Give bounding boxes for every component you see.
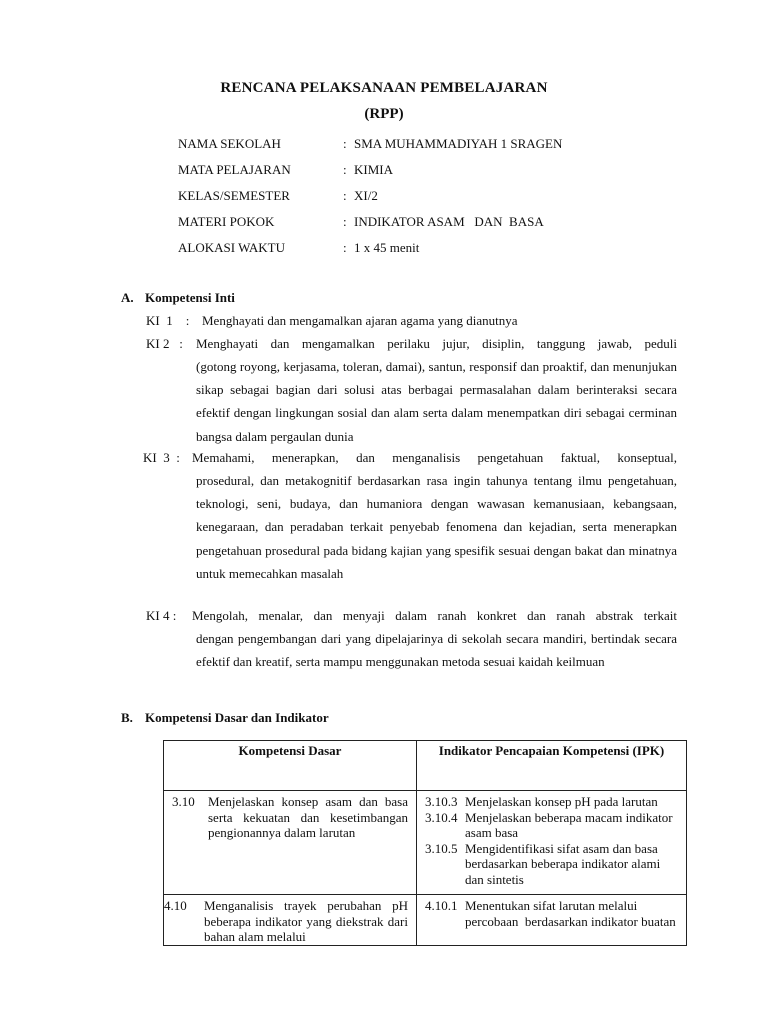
identity-label: MATERI POKOK bbox=[178, 214, 275, 229]
identity-value: XI/2 bbox=[354, 188, 378, 203]
ki2-text bbox=[196, 355, 677, 448]
identity-value: INDIKATOR ASAM DAN BASA bbox=[354, 214, 544, 229]
ki2-paragraph: (gotong royong, kerjasama, toleran, damai), santun, responsif dan proaktif, dan menunjukan sikap sebagai bagian dari solusi atas berbagai permasalahan dalam berinteraksi secara efektif dengan lingkungan sosial dan alam serta dalam menempatkan diri sebagai cerminan bangsa dalam pergaulan dunia bbox=[196, 359, 677, 444]
section-letter: B. bbox=[121, 710, 133, 725]
ipk-number: 3.10.3 bbox=[425, 794, 458, 809]
ki4-paragraph: dengan pengembangan dari yang dipelajarinya di sekolah secara mandiri, bertindak secara efektif dan kreatif, serta mampu menggunakan metoda sesuai kaidah keilmuan bbox=[196, 631, 677, 670]
column-header-kd: Kompetensi Dasar bbox=[164, 741, 417, 791]
kd-text: Menjelaskan konsep asam dan basa serta kekuatan dan kesetimbangan pengionannya dalam larutan bbox=[208, 794, 408, 840]
section-a-heading bbox=[121, 290, 235, 306]
ipk-cell bbox=[417, 895, 687, 946]
ki2-first-line: Menghayati dan mengamalkan perilaku jujur, disiplin, tanggung jawab, peduli bbox=[196, 336, 677, 351]
ipk-item bbox=[417, 794, 686, 810]
section-b-heading bbox=[121, 710, 329, 726]
identity-value: SMA MUHAMMADIYAH 1 SRAGEN bbox=[354, 136, 563, 151]
ipk-number: 3.10.4 bbox=[425, 809, 458, 825]
kd-number: 4.10 bbox=[164, 898, 187, 913]
competency-table bbox=[163, 740, 687, 946]
identity-row bbox=[178, 239, 638, 265]
column-header-ipk: Indikator Pencapaian Kompetensi (IPK) bbox=[417, 741, 687, 791]
identity-separator: : bbox=[343, 188, 347, 203]
identity-separator: : bbox=[343, 214, 347, 229]
ki4-first-line: Mengolah, menalar, dan menyaji dalam ranah konkret dan ranah abstrak terkait bbox=[192, 608, 677, 623]
identity-row bbox=[178, 135, 638, 161]
identity-row bbox=[178, 213, 638, 239]
document-subtitle: (RPP) bbox=[364, 106, 404, 122]
section-letter: A. bbox=[121, 290, 134, 305]
identity-label: KELAS/SEMESTER bbox=[178, 188, 290, 203]
identity-row bbox=[178, 187, 638, 213]
ipk-text: Menentukan sifat larutan melalui percobaan berdasarkan indikator buatan bbox=[465, 898, 676, 929]
ki1-text: Menghayati dan mengamalkan ajaran agama yang dianutnya bbox=[202, 313, 518, 328]
table-row bbox=[164, 895, 687, 946]
identity-value: 1 x 45 menit bbox=[354, 240, 420, 255]
ipk-number: 3.10.5 bbox=[425, 840, 458, 856]
identity-value: KIMIA bbox=[354, 162, 393, 177]
identity-label: NAMA SEKOLAH bbox=[178, 136, 281, 151]
ki3-first-line: Memahami, menerapkan, dan menganalisis pengetahuan faktual, konseptual, bbox=[192, 450, 677, 465]
identity-separator: : bbox=[343, 240, 347, 255]
document-title: RENCANA PELAKSANAAN PEMBELAJARAN bbox=[220, 80, 548, 96]
ki3-paragraph: prosedural, dan metakognitif berdasarkan rasa ingin tahunya tentang ilmu pengetahuan, teknologi, seni, budaya, dan humaniora dengan wawasan kemanusiaan, kebangsaan, kenegaraan, dan peradaban terkait penyebab fenomena dan kejadian, serta menerapkan pengetahuan prosedural pada bidang kajian yang spesifik sesuai dengan bakat dan minatnya untuk memecahkan masalah bbox=[196, 473, 677, 581]
identity-row bbox=[178, 161, 638, 187]
ki4-text bbox=[196, 627, 677, 673]
ipk-cell bbox=[417, 791, 687, 895]
ki1-label: KI 1 : bbox=[146, 313, 190, 328]
ki3-label: KI 3 : bbox=[143, 450, 180, 465]
identity-label: MATA PELAJARAN bbox=[178, 162, 291, 177]
section-title: Kompetensi Dasar dan Indikator bbox=[145, 710, 329, 725]
kd-cell bbox=[164, 791, 417, 895]
kd-number: 3.10 bbox=[172, 794, 195, 809]
table-header-row bbox=[164, 741, 687, 791]
ipk-number: 4.10.1 bbox=[425, 898, 458, 913]
ki4-label: KI 4 : bbox=[146, 608, 177, 623]
ipk-item bbox=[417, 810, 686, 841]
table-row bbox=[164, 791, 687, 895]
ipk-item bbox=[417, 841, 686, 888]
kd-entry bbox=[164, 794, 416, 841]
section-title: Kompetensi Inti bbox=[145, 290, 235, 305]
identity-label: ALOKASI WAKTU bbox=[178, 240, 286, 255]
ki3-text bbox=[196, 469, 677, 585]
identity-separator: : bbox=[343, 136, 347, 151]
ipk-item bbox=[417, 898, 686, 929]
identity-separator: : bbox=[343, 162, 347, 177]
kd-entry bbox=[164, 898, 416, 945]
ipk-text: Menjelaskan beberapa macam indikator asam basa bbox=[465, 809, 673, 840]
ipk-text: Mengidentifikasi sifat asam dan basa berdasarkan beberapa indikator alami dan sintetis bbox=[465, 840, 661, 887]
kd-cell bbox=[164, 895, 417, 946]
kd-text: Menganalisis trayek perubahan pH beberapa indikator yang diekstrak dari bahan alam melalui bbox=[204, 898, 408, 944]
ki2-label: KI 2 : bbox=[146, 336, 183, 351]
identity-block bbox=[178, 135, 638, 265]
ipk-text: Menjelaskan konsep pH pada larutan bbox=[465, 794, 658, 809]
